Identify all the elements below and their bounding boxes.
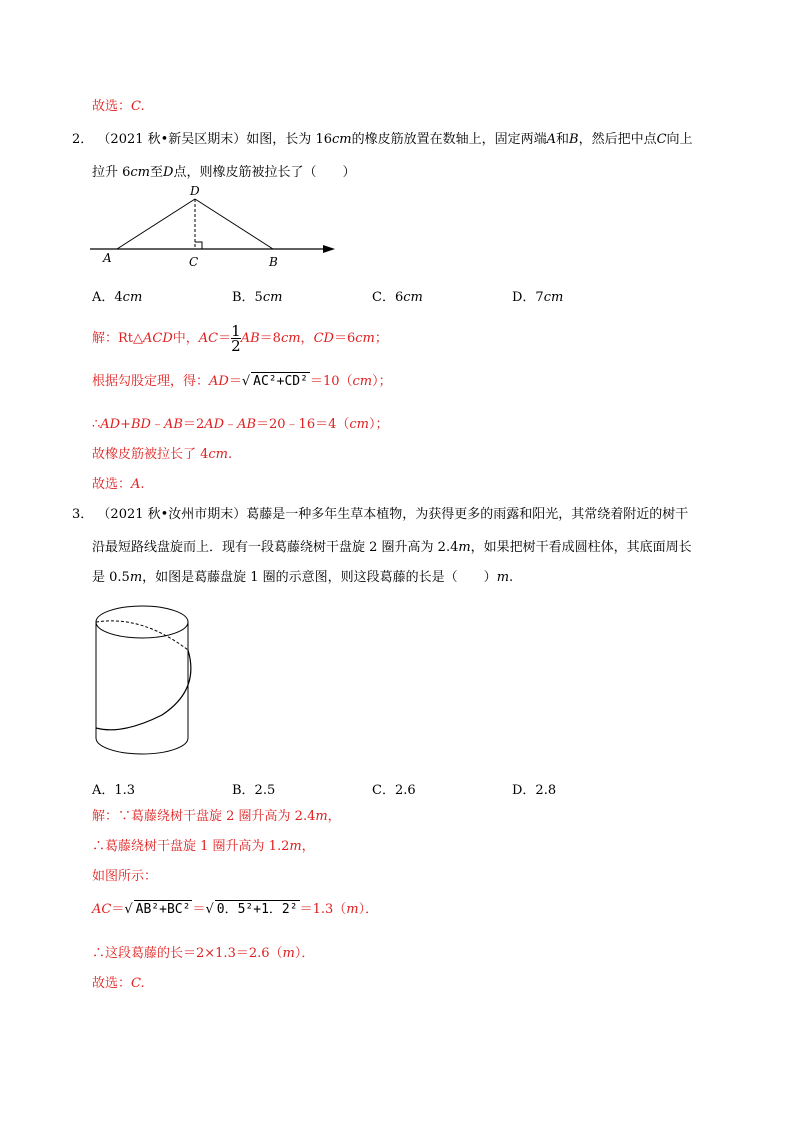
unit: cm bbox=[208, 447, 229, 462]
unit: cm bbox=[543, 290, 564, 305]
q3-solution-line-1 bbox=[92, 808, 341, 826]
sol-text: ， bbox=[300, 331, 314, 346]
radicand: AC²+CD² bbox=[253, 374, 308, 389]
sol-text: ＝1.3（ bbox=[299, 902, 347, 917]
sol-text: ∴ bbox=[92, 417, 101, 432]
label-C: C bbox=[189, 255, 199, 269]
q3-solution-line-2 bbox=[92, 838, 315, 856]
q2-solution-line-3 bbox=[92, 416, 389, 434]
q2-option-c[interactable] bbox=[372, 286, 423, 305]
q3-text: （2021 秋•汝州市期末）葛藤是一种多年生草本植物，为获得更多的雨露和阳光，其常绕着附近的树干 bbox=[97, 507, 689, 522]
unit: cm bbox=[355, 331, 375, 346]
answer-value: A. bbox=[131, 477, 145, 492]
point-label: B bbox=[569, 132, 579, 147]
q3-answer-line bbox=[92, 975, 145, 993]
sol-text: AB bbox=[237, 417, 257, 432]
sol-text: AC bbox=[198, 331, 219, 346]
point-label: A bbox=[546, 132, 556, 147]
unit: m bbox=[282, 946, 295, 961]
label-A: A bbox=[103, 251, 112, 265]
sol-text: ＝10（ bbox=[309, 374, 353, 389]
q2-option-d[interactable] bbox=[512, 286, 563, 305]
option-text: D．2.8 bbox=[512, 783, 557, 798]
sol-text: ACD bbox=[143, 331, 173, 346]
unit: cm bbox=[122, 290, 143, 305]
sol-text: ∴葛藤绕树干盘旋 1 圈升高为 1.2 bbox=[92, 839, 290, 854]
q2-text: 和 bbox=[556, 132, 570, 147]
unit: m bbox=[129, 570, 143, 585]
point-label: D bbox=[163, 165, 174, 180]
unit: m bbox=[346, 902, 359, 917]
sol-text: 根据勾股定理，得： bbox=[92, 374, 210, 389]
q2-option-a[interactable] bbox=[92, 286, 142, 305]
answer-label: 故选： bbox=[92, 99, 132, 114]
q3-text: ，如图是葛藤盘旋 1 圈的示意图，则这段葛藤的长是（ ） bbox=[142, 570, 497, 585]
sol-text: . bbox=[228, 447, 233, 462]
answer-value: C. bbox=[131, 976, 145, 991]
sol-text: ， bbox=[327, 809, 341, 824]
unit: cm bbox=[262, 290, 283, 305]
unit: cm bbox=[352, 374, 373, 389]
label-D: D bbox=[190, 184, 200, 198]
q2-text: 至 bbox=[150, 165, 164, 180]
sol-text: 解：Rt△ bbox=[92, 331, 144, 346]
q2-solution-line-4 bbox=[92, 446, 232, 464]
unit: m bbox=[289, 839, 302, 854]
sol-text: 故橡皮筋被拉长了 4 bbox=[92, 447, 209, 462]
q3-text: ，如果把树干看成圆柱体，其底面周长 bbox=[470, 540, 692, 555]
q2-option-b[interactable] bbox=[232, 286, 282, 305]
label-B: B bbox=[269, 255, 278, 269]
answer-value: C. bbox=[131, 99, 145, 114]
option-text: C．6 bbox=[372, 290, 404, 305]
unit: m bbox=[458, 540, 471, 555]
unit: cm bbox=[403, 290, 423, 305]
sqrt-expression: √ 0．5²+1．2² bbox=[205, 902, 298, 917]
q3-solution-line-3 bbox=[92, 868, 157, 886]
q2-text: （2021 秋•新吴区期末）如图，长为 16 bbox=[97, 132, 332, 147]
sol-text: AD bbox=[209, 374, 229, 389]
q3-solution-line-5 bbox=[92, 945, 314, 963]
point-label: C bbox=[656, 132, 667, 147]
sol-text: AD bbox=[100, 417, 121, 432]
sol-text: ）． bbox=[358, 902, 379, 917]
sol-text: ＝20﹣16＝4（ bbox=[256, 417, 350, 432]
question-3-line-1 bbox=[72, 506, 688, 524]
sol-text: ＝ bbox=[228, 374, 242, 389]
question-3-line-3 bbox=[92, 569, 513, 587]
sol-text: AB bbox=[164, 417, 183, 432]
fraction-denominator: 2 bbox=[231, 337, 241, 355]
sol-text: ＝8 bbox=[259, 331, 281, 346]
sol-text: 如图所示： bbox=[92, 869, 158, 884]
q3-option-a[interactable] bbox=[92, 779, 135, 798]
sol-text: ）； bbox=[372, 374, 392, 389]
question-2-line-1 bbox=[72, 131, 693, 149]
unit: cm bbox=[280, 331, 301, 346]
radicand: 0．5²+1．2² bbox=[216, 902, 298, 917]
fraction-half bbox=[231, 324, 241, 353]
q2-text: 向上 bbox=[666, 132, 693, 147]
question-3-line-2 bbox=[92, 539, 692, 557]
answer-label: 故选： bbox=[92, 976, 132, 991]
sol-text: ）； bbox=[368, 417, 389, 432]
q3-option-c[interactable] bbox=[372, 779, 416, 798]
option-text: A．4 bbox=[92, 290, 123, 305]
option-text: D．7 bbox=[512, 290, 544, 305]
radicand: AB²+BC² bbox=[135, 902, 191, 917]
sqrt-expression: √ AB²+BC² bbox=[124, 902, 191, 917]
unit: m bbox=[315, 809, 328, 824]
option-text: A．1.3 bbox=[92, 783, 136, 798]
sol-text: BD bbox=[131, 417, 151, 432]
sqrt-expression: √ AC²+CD² bbox=[241, 374, 308, 389]
sol-text: AD bbox=[204, 417, 225, 432]
sol-text: ∴这段葛藤的长＝2×1.3＝2.6（ bbox=[92, 946, 283, 961]
sol-text: ﹣ bbox=[224, 417, 238, 432]
cylinder-vine-figure bbox=[92, 600, 202, 760]
option-text: C．2.6 bbox=[372, 783, 416, 798]
sol-text: ， bbox=[301, 839, 315, 854]
q3-text: 沿最短路线盘旋而上．现有一段葛藤绕树干盘旋 2 圈升高为 2.4 bbox=[92, 540, 459, 555]
question-2-line-2 bbox=[92, 164, 355, 182]
q2-text: 点，则橡皮筋被拉长了（ ） bbox=[173, 165, 356, 180]
sol-text: ＝ bbox=[192, 902, 206, 917]
sol-text: CD bbox=[313, 331, 334, 346]
sol-text: ＝ bbox=[218, 331, 232, 346]
q3-text: . bbox=[509, 570, 514, 585]
option-text: B．2.5 bbox=[232, 783, 276, 798]
q3-option-d[interactable] bbox=[512, 779, 556, 798]
q2-answer-line bbox=[92, 476, 145, 494]
sol-text: ﹣ bbox=[150, 417, 164, 432]
sol-text: 解：∵葛藤绕树干盘旋 2 圈升高为 2.4 bbox=[92, 809, 316, 824]
option-text: B．5 bbox=[232, 290, 263, 305]
sol-text: ）． bbox=[294, 946, 315, 961]
q3-text: 是 0.5 bbox=[92, 570, 130, 585]
sol-text: ＝ bbox=[111, 902, 125, 917]
sol-text: ； bbox=[374, 331, 388, 346]
sol-text: ＝6 bbox=[333, 331, 356, 346]
sol-text: AB bbox=[240, 331, 260, 346]
fraction-numerator: 1 bbox=[231, 322, 241, 340]
q2-text: 的橡皮筋放置在数轴上，固定两端 bbox=[351, 132, 547, 147]
unit: cm bbox=[331, 132, 352, 147]
q2-solution-line-1 bbox=[92, 324, 388, 354]
answer-line-q1 bbox=[92, 98, 145, 116]
q3-option-b[interactable] bbox=[232, 779, 275, 798]
q2-text: ，然后把中点 bbox=[578, 132, 657, 147]
unit: cm bbox=[130, 165, 151, 180]
q2-solution-line-2 bbox=[92, 372, 392, 391]
sol-text: AC bbox=[92, 902, 112, 917]
answer-label: 故选： bbox=[92, 477, 132, 492]
q2-text: 拉升 6 bbox=[92, 165, 131, 180]
rubber-band-figure bbox=[85, 182, 345, 272]
q3-solution-line-4 bbox=[92, 900, 378, 919]
unit: m bbox=[496, 570, 510, 585]
sol-text: 中， bbox=[172, 331, 199, 346]
question-number: 2． bbox=[72, 132, 94, 147]
question-number: 3． bbox=[72, 507, 94, 522]
unit: cm bbox=[349, 417, 369, 432]
sol-text: + bbox=[120, 417, 131, 432]
sol-text: ＝2 bbox=[182, 417, 205, 432]
